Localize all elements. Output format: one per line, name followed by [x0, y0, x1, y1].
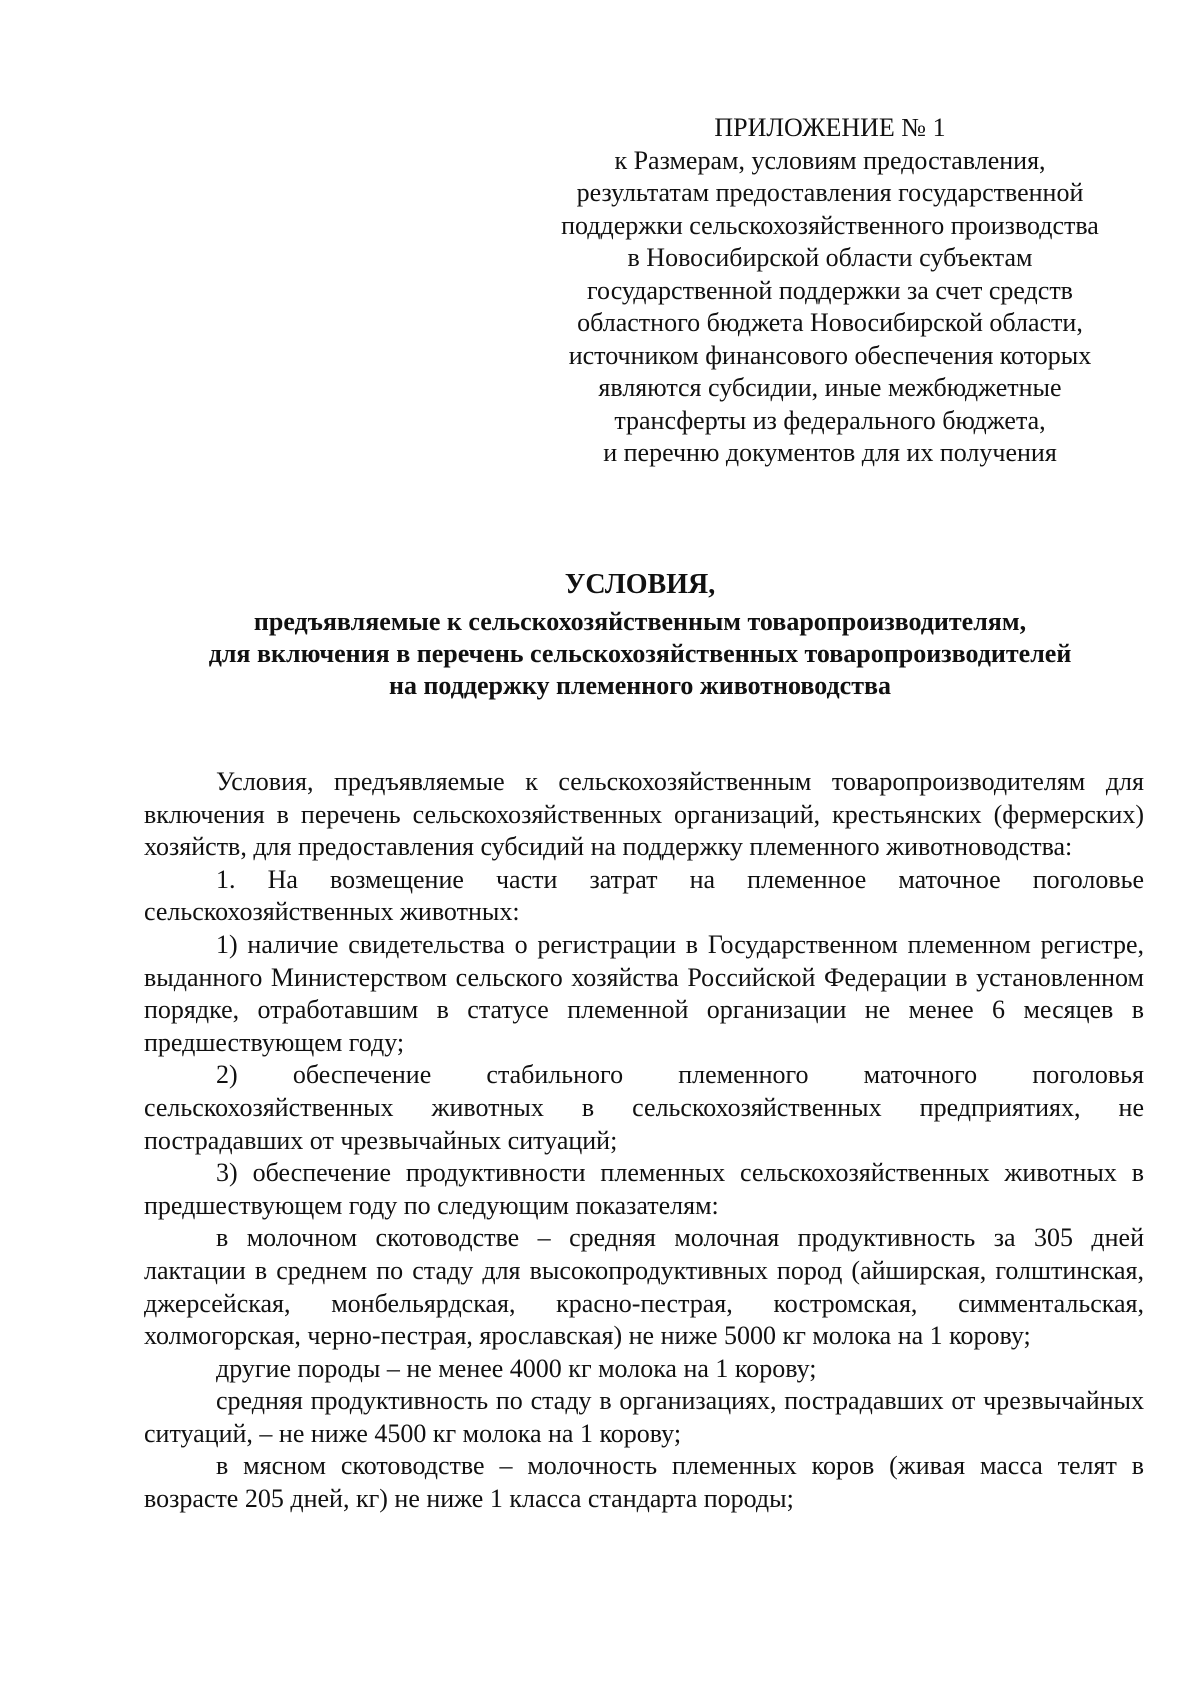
appendix-line: источником финансового обеспечения которых	[568, 340, 1092, 370]
heading-subtitle-line: на поддержку племенного животноводства	[388, 671, 892, 700]
appendix-line: поддержки сельскохозяйственного производства	[561, 210, 1099, 240]
heading-title: УСЛОВИЯ,	[564, 569, 716, 600]
heading-subtitle-line: предъявляемые к сельскохозяйственным товаропроизводителям,	[253, 607, 1027, 636]
appendix-line: трансферты из федерального бюджета,	[614, 405, 1046, 435]
body-paragraph: в мясном скотоводстве – молочность племенных коров (живая масса телят в возрасте 205 дней, кг) не ниже 1 класса стандарта породы;	[144, 1451, 1144, 1514]
body-paragraph: 1. На возмещение части затрат на племенное маточное поголовье сельскохозяйственных животных:	[144, 864, 1144, 927]
appendix-line: к Размерам, условиям предоставления,	[614, 145, 1046, 175]
appendix-line: в Новосибирской области субъектам	[627, 243, 1033, 272]
body-paragraph: средняя продуктивность по стаду в организациях, пострадавших от чрезвычайных ситуаций, – не ниже 4500 кг молока на 1 корову;	[144, 1386, 1144, 1448]
appendix-line: и перечню документов для их получения	[603, 438, 1057, 467]
heading-subtitle-line: для включения в перечень сельскохозяйственных товаропроизводителей	[208, 639, 1072, 668]
appendix-line: областного бюджета Новосибирской области,	[577, 308, 1083, 337]
body-paragraph: другие породы – не менее 4000 кг молока на 1 корову;	[216, 1353, 817, 1383]
appendix-block	[540, 112, 1120, 470]
document-heading	[140, 570, 1140, 702]
appendix-line: результатам предоставления государственной	[576, 178, 1084, 207]
body-paragraph: в молочном скотоводстве – средняя молочная продуктивность за 305 дней лактации в среднем по стаду для высокопродуктивных пород (айширская, голштинская, джерсейская, монбельярдская, красно-пестрая, костромская, симментальская, холмогорская, черно-пестрая, ярославская) не ниже 5000 кг молока на 1 корову;	[144, 1223, 1144, 1351]
appendix-line: государственной поддержки за счет средств	[587, 275, 1073, 305]
body-paragraph: 1) наличие свидетельства о регистрации в Государственном племенном регистре, выданного Министерством сельского хозяйства Российской Федерации в установленном порядке, отработавшим в статусе племенной организации не менее 6 месяцев в предшествующем году;	[144, 929, 1144, 1057]
body-paragraph: Условия, предъявляемые к сельскохозяйственным товаропроизводителям для включения в перечень сельскохозяйственных организаций, крестьянских (фермерских) хозяйств, для предоставления субсидий на поддержку племенного животноводства:	[144, 767, 1144, 862]
body-paragraph: 3) обеспечение продуктивности племенных сельскохозяйственных животных в предшествующем году по следующим показателям:	[144, 1158, 1144, 1220]
appendix-line: являются субсидии, иные межбюджетные	[598, 373, 1062, 402]
appendix-title: ПРИЛОЖЕНИЕ № 1	[714, 113, 946, 142]
body-paragraph: 2) обеспечение стабильного племенного маточного поголовья сельскохозяйственных животных в сельскохозяйственных предприятиях, не пострадавших от чрезвычайных ситуаций;	[144, 1060, 1144, 1155]
document-body	[144, 766, 1144, 1516]
